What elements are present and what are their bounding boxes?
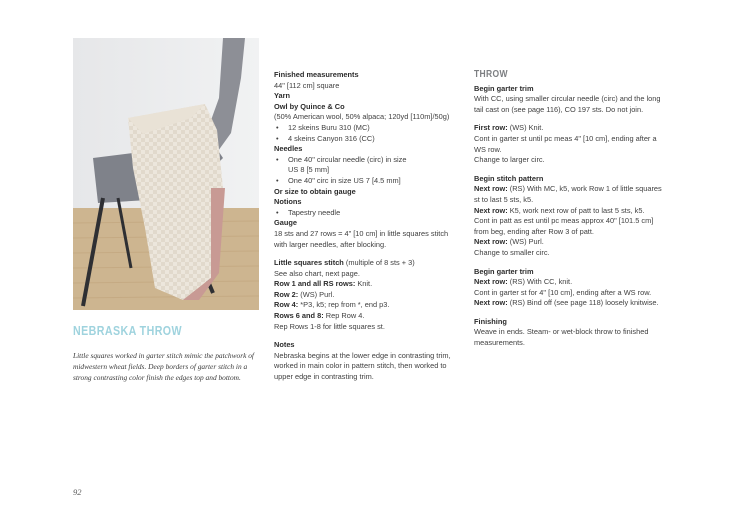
notions-heading: Notions (274, 197, 302, 207)
needle-2: • One 40" circ in size US 7 [4.5 mm] (274, 176, 459, 187)
cont-patt: Cont in patt as est until pc meas approx 40" [101.5 cm] from beg, ending after Row 3 of patt. (474, 216, 654, 236)
chart-reference: See also chart, next page. (274, 268, 360, 278)
materials-column (274, 70, 459, 383)
next-row-5-label: Next row: (474, 298, 508, 308)
yarn-desc: (50% American wool, 50% alpaca; 120yd [110m]/50g) (274, 112, 450, 122)
row-4-text: *P3, k5; rep from *, end p3. (300, 300, 390, 310)
finishing-text: Weave in ends. Steam- or wet-block throw to finished measurements. (474, 327, 649, 348)
row-1 (274, 279, 459, 290)
next-row-5-text: (RS) Bind off (see page 118) loosely knitwise. (509, 298, 659, 308)
finished-value: 44" [112 cm] square (274, 80, 340, 90)
row-1-text: Knit. (357, 279, 373, 289)
intro-text: Little squares worked in garter stitch mimic the patchwork of midwestern wheat fields. Deep borders of garter stitch in a strong contrasting color finish the edges top and bottom. (73, 351, 254, 382)
little-squares-heading: Little squares stitch (274, 258, 344, 268)
page-number: 92 (73, 487, 82, 497)
next-row-2-text: K5, work next row of patt to last 5 sts, k5. (509, 205, 645, 215)
rows-6-8 (274, 311, 459, 322)
next-row-3-text: (WS) Purl. (509, 237, 544, 247)
change-larger: Change to larger circ. (474, 155, 545, 165)
next-row-3-label: Next row: (474, 237, 508, 247)
begin-garter-heading: Begin garter trim (474, 83, 534, 93)
yarn-brand: Owl by Quince & Co (274, 101, 345, 111)
cont-garter: Cont in garter st until pc meas 4" [10 cm], ending after a WS row. (474, 133, 657, 154)
notes-text: Nebraska begins at the lower edge in contrasting trim, worked in main color in pattern stitch, then worked to upper edge in contrasting trim. (274, 350, 451, 382)
next-row-4-label: Next row: (474, 277, 508, 287)
little-squares-multiple: (multiple of 8 sts + 3) (345, 258, 415, 268)
notion-1: • Tapestry needle (274, 208, 459, 219)
instructions-column (474, 70, 664, 349)
yarn-mc: • 12 skeins Buru 310 (MC) (274, 123, 459, 134)
cont-garter-2: Cont in garter st for 4" [10 cm], ending after a WS row. (474, 287, 652, 297)
throw-on-chair-image (73, 38, 259, 310)
notes-heading: Notes (274, 340, 295, 350)
repeat-note: Rep Rows 1-8 for little squares st. (274, 321, 385, 331)
row-2-label: Row 2: (274, 289, 299, 299)
throw-heading: THROW (474, 69, 508, 80)
begin-stitch-heading: Begin stitch pattern (474, 173, 544, 183)
first-row-text: (WS) Knit. (509, 123, 544, 133)
yarn-heading: Yarn (274, 91, 291, 101)
pattern-title: NEBRASKA THROW (73, 323, 182, 338)
next-row-3 (474, 237, 664, 248)
begin-garter-text: With CC, using smaller circular needle (circ) and the long tail cast on (see page 116), CO 197 sts. Do not join. (474, 94, 661, 114)
gauge-heading: Gauge (274, 218, 297, 228)
next-row-4 (474, 277, 664, 288)
yarn-cc: • 4 skeins Canyon 316 (CC) (274, 134, 459, 145)
row-4 (274, 300, 459, 311)
gauge-note: Or size to obtain gauge (274, 186, 356, 196)
next-row-1-text: (RS) With MC, k5, work Row 1 of little squares st to last 5 sts, k5. (474, 184, 662, 204)
needles-heading: Needles (274, 144, 303, 154)
needle-1-size: US 8 [5 mm] (288, 165, 330, 175)
row-4-label: Row 4: (274, 300, 299, 310)
row-2 (274, 290, 459, 301)
rows-6-8-label: Rows 6 and 8: (274, 311, 324, 321)
first-row-label: First row: (474, 123, 508, 133)
next-row-2 (474, 206, 664, 217)
next-row-1 (474, 184, 664, 205)
gauge-value: 18 sts and 27 rows = 4" [10 cm] in little squares stitch with larger needles, after blocking. (274, 228, 449, 249)
begin-garter-2-heading: Begin garter trim (474, 266, 534, 276)
little-squares-heading-line (274, 258, 459, 269)
next-row-2-label: Next row: (474, 205, 508, 215)
next-row-5 (474, 298, 664, 309)
row-1-label: Row 1 and all RS rows: (274, 279, 356, 289)
first-row (474, 123, 664, 134)
next-row-1-label: Next row: (474, 184, 508, 194)
product-photo (73, 38, 259, 310)
finished-heading: Finished measurements (274, 70, 359, 79)
change-smaller: Change to smaller circ. (474, 247, 550, 257)
rows-6-8-text: Rep Row 4. (325, 311, 365, 321)
finishing-heading: Finishing (474, 316, 507, 326)
needle-1: • One 40" circular needle (circ) in size (274, 155, 459, 166)
next-row-4-text: (RS) With CC, knit. (509, 277, 573, 287)
row-2-text: (WS) Purl. (300, 289, 335, 299)
